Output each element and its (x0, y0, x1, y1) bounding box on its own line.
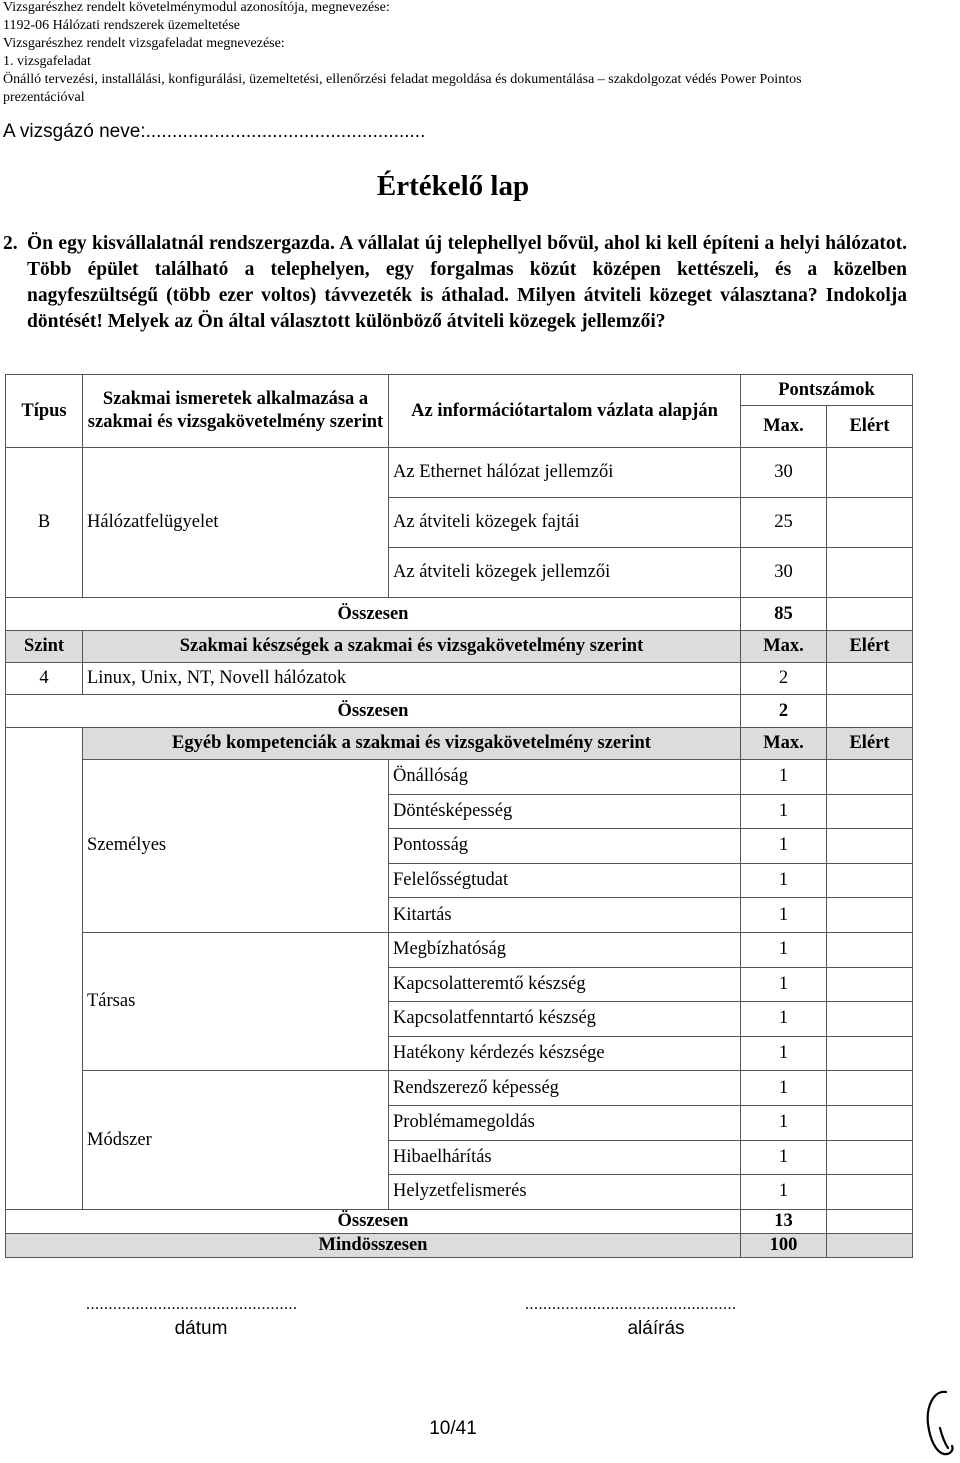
competency-max: 1 (741, 829, 827, 864)
competency-achieved[interactable] (827, 863, 913, 898)
competency-group: Társas (83, 932, 389, 1070)
page-title: Értékelő lap (376, 170, 530, 202)
info-row: Az átviteli közegek fajtái (389, 498, 741, 548)
competency-item: Kapcsolatfenntartó készség (389, 1002, 741, 1037)
competencies-header: Egyéb kompetenciák a szakmai és vizsgakövetelmény szerint (83, 728, 741, 760)
grand-total-label: Mindösszesen (6, 1233, 741, 1257)
header-info: Az információtartalom vázlata alapján (389, 375, 741, 448)
skill-max: 2 (741, 663, 827, 695)
candidate-name-line: A vizsgázó neve:..................................................... (3, 121, 426, 142)
competency-achieved[interactable] (827, 794, 913, 829)
info-row-max: 30 (741, 448, 827, 498)
subtotal-label: Összesen (6, 598, 741, 631)
skills-achieved-header: Elért (827, 631, 913, 663)
subtotal-max: 13 (741, 1209, 827, 1233)
module-name: 1192-06 Hálózati rendszerek üzemeltetése (3, 18, 240, 33)
header-type: Típus (6, 375, 83, 448)
subtotal-achieved[interactable] (827, 1209, 913, 1233)
subtotal-achieved[interactable] (827, 598, 913, 631)
question-number: 2. (3, 233, 18, 254)
sign-signature-block (525, 1296, 795, 1340)
info-row-achieved[interactable] (827, 498, 913, 548)
date-dots: ............................................... (86, 1296, 298, 1313)
skill-level: 4 (6, 663, 83, 695)
competency-max: 1 (741, 967, 827, 1002)
question-block (3, 231, 907, 335)
prof-network-management: Hálózatfelügyelet (83, 448, 389, 598)
competency-achieved[interactable] (827, 967, 913, 1002)
skill-name: Linux, Unix, NT, Novell hálózatok (83, 663, 741, 695)
competency-max: 1 (741, 898, 827, 933)
grand-total-max: 100 (741, 1233, 827, 1257)
competency-item: Felelősségtudat (389, 863, 741, 898)
competency-item: Helyzetfelismerés (389, 1175, 741, 1210)
competencies-max-header: Max. (741, 728, 827, 760)
competency-max: 1 (741, 932, 827, 967)
empty-cell (6, 760, 83, 1210)
evaluation-table (5, 374, 913, 1258)
competency-achieved[interactable] (827, 829, 913, 864)
sign-label: aláírás (627, 1318, 685, 1339)
competency-achieved[interactable] (827, 932, 913, 967)
date-label: dátum (174, 1318, 228, 1339)
competency-item: Kitartás (389, 898, 741, 933)
competency-max: 1 (741, 760, 827, 795)
empty-cell (6, 728, 83, 760)
competency-item: Hibaelhárítás (389, 1140, 741, 1175)
skill-achieved[interactable] (827, 663, 913, 695)
competencies-achieved-header: Elért (827, 728, 913, 760)
competency-item: Önállóság (389, 760, 741, 795)
skills-level-header: Szint (6, 631, 83, 663)
subtotal-max: 85 (741, 598, 827, 631)
info-row-achieved[interactable] (827, 548, 913, 598)
header-professional: Szakmai ismeretek alkalmazása a szakmai és vizsgakövetelmény szerint (83, 375, 389, 448)
header-achieved: Elért (827, 406, 913, 448)
skills-header: Szakmai készségek a szakmai és vizsgakövetelmény szerint (83, 631, 741, 663)
competency-group: Személyes (83, 760, 389, 933)
competency-item: Pontosság (389, 829, 741, 864)
task-description-cont: prezentációval (3, 90, 85, 105)
info-row-max: 30 (741, 548, 827, 598)
competency-achieved[interactable] (827, 1071, 913, 1106)
competency-achieved[interactable] (827, 1105, 913, 1140)
header-max: Max. (741, 406, 827, 448)
competency-max: 1 (741, 1140, 827, 1175)
competency-max: 1 (741, 1071, 827, 1106)
competency-item: Döntésképesség (389, 794, 741, 829)
competency-item: Hatékony kérdezés készsége (389, 1036, 741, 1071)
subtotal-max: 2 (741, 695, 827, 728)
competency-max: 1 (741, 794, 827, 829)
subtotal-label: Összesen (6, 1209, 741, 1233)
competency-achieved[interactable] (827, 1036, 913, 1071)
competency-max: 1 (741, 1175, 827, 1210)
page-number: 10/41 (429, 1418, 477, 1439)
info-row: Az átviteli közegek jellemzői (389, 548, 741, 598)
competency-achieved[interactable] (827, 1175, 913, 1210)
competency-max: 1 (741, 1036, 827, 1071)
competency-achieved[interactable] (827, 1002, 913, 1037)
initials-mark-icon (920, 1388, 958, 1460)
info-row-achieved[interactable] (827, 448, 913, 498)
info-row: Az Ethernet hálózat jellemzői (389, 448, 741, 498)
competency-max: 1 (741, 1105, 827, 1140)
competency-item: Kapcsolatteremtő készség (389, 967, 741, 1002)
competency-achieved[interactable] (827, 760, 913, 795)
task-description: Önálló tervezési, installálási, konfigurálási, üzemeltetési, ellenőrzési feladat megoldása és dokumentálása – szakdolgozat védés Power Pointos (3, 72, 802, 87)
competency-achieved[interactable] (827, 1140, 913, 1175)
date-signature-block (86, 1296, 356, 1340)
type-b: B (6, 448, 83, 598)
header-points: Pontszámok (741, 375, 913, 406)
question-text: Ön egy kisvállalatnál rendszergazda. A vállalat új telephellyel bővül, ahol ki kell építeni a helyi hálózatot. Több épület található a telephelyen, egy forgalmas közút középen kettészeli, és a közelben nagyfeszültségű (több ezer voltos) távvezeték is áthalad. Milyen átviteli közeget választana? Indokolja döntését! Melyek az Ön által választott különböző átviteli közegek jellemzői? (27, 233, 907, 332)
grand-total-achieved[interactable] (827, 1233, 913, 1257)
competency-achieved[interactable] (827, 898, 913, 933)
competency-item: Megbízhatóság (389, 932, 741, 967)
task-label: Vizsgarészhez rendelt vizsgafeladat megnevezése: (3, 36, 285, 51)
competency-item: Problémamegoldás (389, 1105, 741, 1140)
sign-dots: ............................................... (525, 1296, 737, 1313)
subtotal-label: Összesen (6, 695, 741, 728)
competency-max: 1 (741, 1002, 827, 1037)
subtotal-achieved[interactable] (827, 695, 913, 728)
task-number: 1. vizsgafeladat (3, 54, 91, 69)
competency-group: Módszer (83, 1071, 389, 1209)
info-row-max: 25 (741, 498, 827, 548)
skills-max-header: Max. (741, 631, 827, 663)
competency-item: Rendszerező képesség (389, 1071, 741, 1106)
competency-max: 1 (741, 863, 827, 898)
module-id-label: Vizsgarészhez rendelt követelménymodul azonosítója, megnevezése: (3, 0, 390, 15)
